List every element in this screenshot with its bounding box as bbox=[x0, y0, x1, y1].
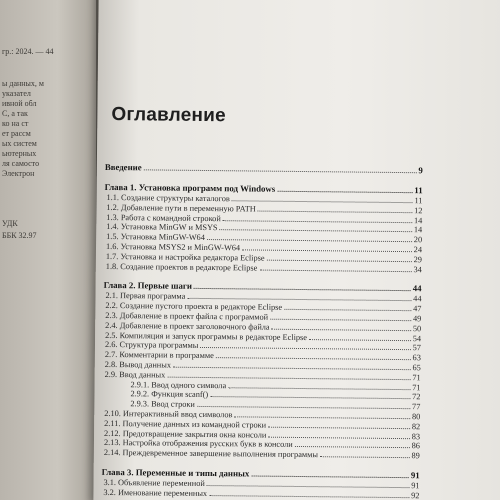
toc-entry-page: 20 bbox=[413, 235, 423, 245]
toc-entry-page: 92 bbox=[411, 490, 420, 500]
underlying-text-line: ля самосто bbox=[2, 160, 40, 168]
dot-leader bbox=[187, 297, 411, 301]
dot-leader bbox=[267, 258, 412, 262]
dot-leader bbox=[295, 445, 410, 448]
toc-entry-page: 49 bbox=[412, 314, 422, 324]
toc-entry-title: 1.5. Установка MinGW-W64 bbox=[106, 232, 205, 243]
toc-entry-page: 24 bbox=[413, 245, 423, 255]
dot-leader bbox=[228, 386, 410, 390]
dot-leader bbox=[272, 327, 411, 330]
table-of-contents bbox=[101, 162, 422, 500]
toc-entry-title: 2.7. Комментарии в программе bbox=[104, 350, 214, 361]
toc-entry-title: 2.9.1. Ввод одного символа bbox=[130, 379, 227, 390]
toc-entry-title: 1.7. Установка и настройка редактора Eclipse bbox=[105, 251, 265, 263]
toc-entry-title: 2.3. Добавление в проект файла с программой bbox=[105, 310, 269, 322]
toc-entry-title: 2.14. Преждевременное завершение выполнения программы bbox=[103, 448, 319, 460]
dot-leader bbox=[194, 287, 411, 291]
dot-leader bbox=[284, 308, 411, 311]
toc-entry-title: Глава 2. Первые шаги bbox=[103, 280, 193, 292]
toc-entry-page: 82 bbox=[411, 421, 421, 431]
dot-leader bbox=[173, 366, 411, 370]
toc-entry-title: 1.4. Установка MinGW и MSYS bbox=[106, 222, 218, 233]
dot-leader bbox=[320, 455, 410, 458]
toc-entry-title: 2.8. Вывод данных bbox=[104, 359, 172, 370]
dot-leader bbox=[242, 248, 412, 252]
toc-entry-page: 34 bbox=[413, 264, 422, 274]
toc-entry-page: 71 bbox=[412, 372, 421, 383]
dot-leader bbox=[258, 209, 412, 213]
underlying-text-line: С, а так bbox=[2, 110, 28, 118]
underlying-text-line: ьютерных bbox=[2, 150, 37, 158]
toc-entry-page: 91 bbox=[411, 481, 420, 491]
toc-entry-title: 3.2. Именование переменных bbox=[103, 487, 208, 498]
toc-entry-title: Введение bbox=[104, 161, 142, 173]
dot-leader bbox=[268, 435, 409, 438]
toc-entry-title: 2.1. Первая программа bbox=[105, 291, 186, 302]
dot-leader bbox=[220, 229, 412, 233]
toc-entry-title: 2.4. Добавление в проект заголовочного файла bbox=[105, 320, 270, 332]
dot-leader bbox=[234, 415, 410, 419]
dot-leader bbox=[197, 405, 410, 409]
toc-entry-title: 2.5. Компиляция и запуск программы в редакторе Eclipse bbox=[105, 330, 308, 342]
page-title: Оглавление bbox=[111, 104, 226, 127]
toc-entry-title: 2.12. Предотвращение закрытия окна консоли bbox=[104, 428, 267, 440]
toc-entry-page: 89 bbox=[411, 451, 420, 461]
underlying-text-line: УДК bbox=[2, 220, 18, 228]
underlying-text-line: гр.: 2024. — 44 bbox=[2, 48, 54, 56]
toc-entry-title: 2.10. Интерактивный ввод символов bbox=[104, 408, 233, 420]
toc-entry-page: 44 bbox=[413, 294, 422, 304]
toc-entry-title: 1.2. Добавление пути в переменную PATH bbox=[106, 202, 256, 214]
dot-leader bbox=[309, 338, 411, 341]
toc-entry-title: 2.2. Создание пустого проекта в редакторе Eclipse bbox=[105, 301, 283, 312]
dot-leader bbox=[144, 168, 417, 173]
dot-leader bbox=[216, 356, 411, 360]
toc-entry-page: 86 bbox=[411, 441, 421, 451]
toc-entry-page: 14 bbox=[413, 215, 423, 225]
toc-entry-page: 72 bbox=[412, 392, 421, 402]
toc-entry-page: 50 bbox=[412, 323, 422, 334]
dot-leader bbox=[210, 395, 410, 399]
toc-entry bbox=[101, 488, 419, 500]
underlying-text-line: ых систем bbox=[2, 140, 37, 148]
toc-entry-page: 71 bbox=[412, 382, 421, 392]
toc-entry-title: Глава 1. Установка программ под Windows bbox=[104, 181, 276, 194]
dot-leader bbox=[259, 268, 411, 272]
toc-entry-page: 9 bbox=[418, 165, 423, 176]
toc-entry-title: Глава 3. Переменные и типы данных bbox=[101, 466, 250, 479]
dot-leader bbox=[268, 425, 410, 428]
underlying-text-line: ивной обл bbox=[2, 100, 37, 108]
toc-entry-page: 44 bbox=[412, 283, 422, 294]
underlying-text-line: ББК 32.97 bbox=[2, 232, 37, 240]
dot-leader bbox=[167, 375, 410, 380]
dot-leader bbox=[207, 484, 409, 488]
toc-entry-page: 65 bbox=[412, 363, 421, 373]
toc-entry-title: 3.1. Объявление переменной bbox=[103, 477, 205, 488]
toc-entry-page: 57 bbox=[412, 343, 422, 353]
dot-leader bbox=[277, 190, 412, 193]
toc-entry-title: 1.3. Работа с командной строкой bbox=[106, 212, 221, 223]
toc-entry-title: 2.6. Структура программы bbox=[104, 340, 199, 351]
underlying-text-line: ет рассм bbox=[2, 130, 31, 138]
underlying-text-line: Электрон bbox=[2, 170, 35, 178]
toc-entry-page: 83 bbox=[411, 431, 421, 441]
toc-entry-page: 54 bbox=[412, 333, 422, 343]
dot-leader bbox=[200, 346, 410, 350]
toc-entry-page: 12 bbox=[414, 205, 423, 216]
dot-leader bbox=[251, 474, 409, 478]
toc-entry-page: 29 bbox=[413, 254, 422, 265]
toc-entry-page: 80 bbox=[411, 412, 421, 422]
dot-leader bbox=[209, 494, 409, 498]
toc-entry-title: 1.6. Установка MSYS2 и MinGW-W64 bbox=[105, 241, 241, 253]
toc-entry-page: 91 bbox=[410, 470, 420, 481]
toc-entry-title: 2.9.2. Функция scanf() bbox=[130, 389, 209, 400]
dot-leader bbox=[232, 199, 413, 203]
underlying-text-line: ко на ст bbox=[2, 120, 29, 128]
toc-entry-title: 2.9. Ввод данных bbox=[104, 369, 166, 380]
toc-entry-title: 2.13. Настройка отображения русских букв в консоли bbox=[103, 438, 293, 450]
underlying-page bbox=[0, 0, 96, 500]
toc-entry-page: 63 bbox=[412, 353, 421, 363]
toc-entry-page: 47 bbox=[413, 304, 422, 314]
dot-leader bbox=[223, 219, 412, 223]
toc-entry-page: 11 bbox=[414, 196, 423, 206]
toc-entry-page: 11 bbox=[414, 185, 423, 196]
toc-entry-title: 2.9.3. Ввод строки bbox=[130, 399, 195, 410]
dot-leader bbox=[207, 238, 412, 242]
dot-leader bbox=[270, 318, 411, 321]
toc-entry-page: 77 bbox=[412, 402, 421, 412]
toc-entry-title: 1.1. Создание структуры каталогов bbox=[106, 192, 230, 204]
underlying-text-line: указател bbox=[2, 90, 31, 98]
toc-entry-page: 14 bbox=[413, 225, 423, 235]
underlying-text-line: ы данных, м bbox=[2, 80, 44, 88]
toc-entry-title: 2.11. Получение данных из командной строки bbox=[104, 418, 267, 430]
book-page bbox=[93, 0, 500, 500]
toc-entry-title: 1.8. Создание проектов в редакторе Eclipse bbox=[105, 261, 258, 273]
